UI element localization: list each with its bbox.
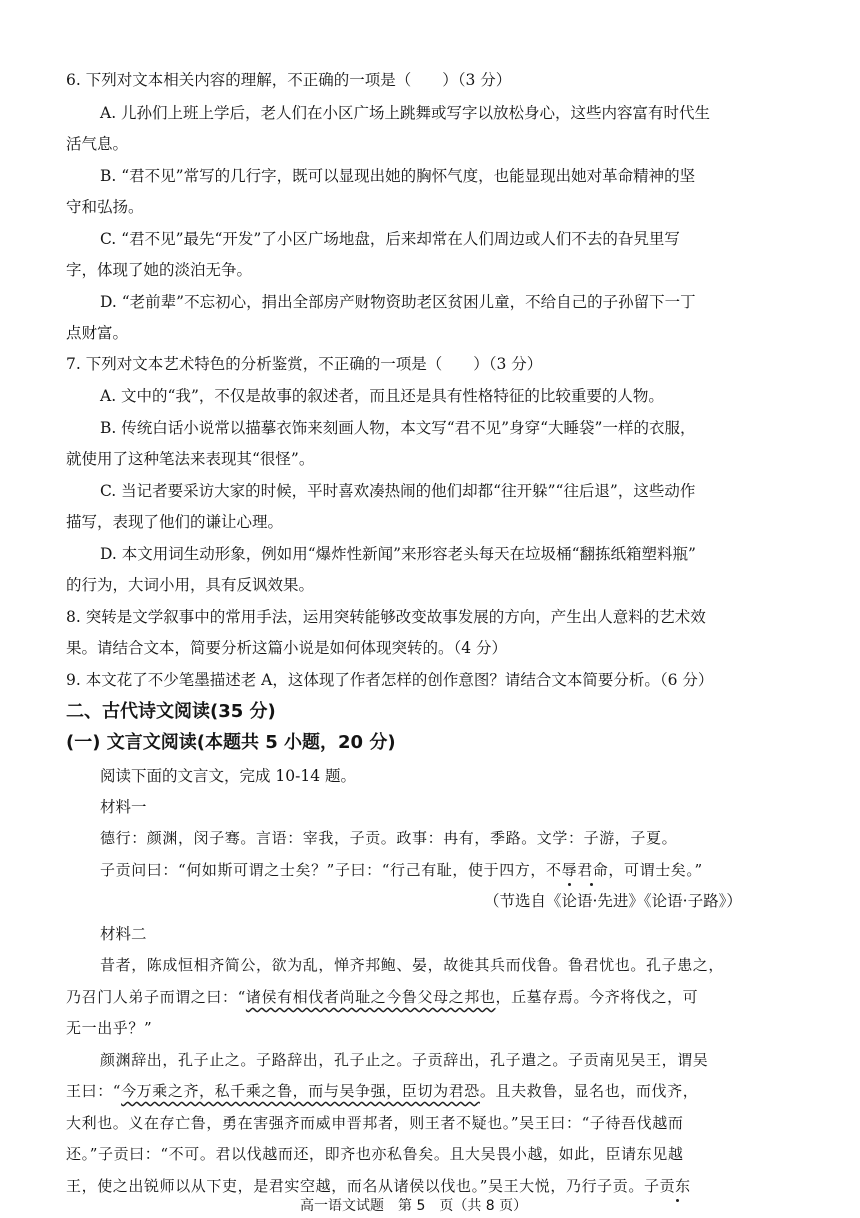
q7-option-b: B. 传统白话小说常以描摹衣饰来刻画人物，本文写“君不见”身穿“大睡袋”一样的衣服， (100, 419, 696, 437)
q6-option-d: D. “老前辈”不忘初心，捐出全部房产财物资助老区贫困儿童，不给自己的子孙留下一丁 (100, 293, 696, 311)
q8-line-1: 8. 突转是文学叙事中的常用手法，运用突转能够改变故事发展的方向，产生出人意料的艺术效 (66, 608, 706, 626)
q6-option-c: C. “君不见”最先“开发”了小区广场地盘，后来却常在人们周边或人们不去的旮旯里写 (100, 230, 680, 248)
material-2-line-8: 王，使之出锐师以从下吏，是君实空越，而名从诸侯以伐也。”吴王大悦，乃行子贡。子贡东 (66, 1177, 691, 1195)
q6-stem: 6. 下列对文本相关内容的理解，不正确的一项是（ ）（3 分） (66, 71, 512, 89)
q6-option-a: A. 儿孙们上班上学后，老人们在小区广场上跳舞或写字以放松身心，这些内容富有时代生 (100, 104, 711, 122)
page-footer: 高一语文试题 第 5 页（共 8 页） (300, 1198, 528, 1214)
q7-option-d: D. 本文用词生动形象，例如用“爆炸性新闻”来形容老头每天在垃圾桶“翻拣纸箱塑料瓶” (100, 545, 696, 563)
q6-option-c-cont: 字，体现了她的淡泊无争。 (66, 261, 253, 279)
material-1-line-2: 子贡问曰：“何如斯可谓之士矣？”子曰：“行己有耻，使于四方，不辱君命，可谓士矣。” (100, 861, 703, 879)
text-segment: ，丘墓存焉。今齐将伐之，可 (495, 988, 699, 1006)
material-2-line-7: 还。”子贡曰：“不可。君以伐越而还，即齐也亦私鲁矣。且大吴畏小越，如此，臣请东见越 (66, 1145, 684, 1163)
material-1-source: （节选自《论语·先进》《论语·子路》） (484, 892, 742, 910)
q7-option-d-cont: 的行为，大词小用，具有反讽效果。 (66, 576, 315, 594)
q7-option-a: A. 文中的“我”，不仅是故事的叙述者，而且还是具有性格特征的比较重要的人物。 (100, 387, 664, 405)
material-2-line-6: 大利也。义在存亡鲁，勇在害强齐而威申晋邦者，则王者不疑也。”吴王曰：“子待吾伐越而 (66, 1114, 684, 1132)
section-title: 二、古代诗文阅读(35 分) (66, 701, 276, 722)
q6-option-b-cont: 守和弘扬。 (66, 198, 144, 216)
material-2-line-5 (66, 1079, 698, 1103)
material-2-label: 材料二 (100, 925, 147, 943)
material-1-label: 材料一 (100, 798, 147, 816)
material-2-line-2 (66, 985, 698, 1009)
wavy-underlined-sentence: 今万乘之齐，私千乘之鲁，而与吴争强，臣切为君恐 (121, 1082, 480, 1100)
material-2-line-1: 昔者，陈成恒相齐简公，欲为乱，惮齐邦鲍、晏，故徙其兵而伐鲁。鲁君忧也。孔子患之， (100, 956, 725, 974)
q7-option-b-cont: 就使用了这种笔法来表现其“很怪”。 (66, 450, 315, 468)
emphasis-dot (568, 883, 571, 886)
text-segment: 乃召门人弟子而谓之曰：“ (66, 988, 246, 1006)
q6-option-a-cont: 活气息。 (66, 135, 129, 153)
material-2-line-4: 颜渊辞出，孔子止之。子路辞出，孔子止之。子贡辞出，孔子遣之。子贡南见吴王，谓吴 (100, 1051, 709, 1069)
text-segment: 。且夫救鲁，显名也，而伐齐， (479, 1082, 699, 1100)
material-2-line-3: 无一出乎？” (66, 1019, 153, 1037)
q6-option-d-cont: 点财富。 (66, 324, 129, 342)
q7-option-c-cont: 描写，表现了他们的谦让心理。 (66, 513, 284, 531)
reading-instruction: 阅读下面的文言文，完成 10-14 题。 (100, 767, 357, 785)
subsection-title: (一) 文言文阅读(本题共 5 小题，20 分) (66, 732, 396, 753)
material-1-line-1: 德行：颜渊，闵子骞。言语：宰我，子贡。政事：冉有，季路。文学：子游，子夏。 (100, 829, 678, 847)
wavy-underlined-sentence: 诸侯有相伐者尚耻之今鲁父母之邦也 (245, 988, 496, 1006)
q9-line-1: 9. 本文花了不少笔墨描述老 A，这体现了作者怎样的创作意图？请结合文本简要分析。（6 分） (66, 671, 714, 689)
q7-stem: 7. 下列对文本艺术特色的分析鉴赏，不正确的一项是（ ）（3 分） (66, 355, 543, 373)
q8-line-2: 果。请结合文本，简要分析这篇小说是如何体现突转的。（4 分） (66, 639, 508, 657)
q7-option-c: C. 当记者要采访大家的时候，平时喜欢凑热闹的他们却都“往开躲”“往后退”，这些动作 (100, 482, 696, 500)
emphasis-dot (676, 1199, 679, 1202)
emphasis-dot (590, 883, 593, 886)
q6-option-b: B. “君不见”常写的几行字，既可以显现出她的胸怀气度，也能显现出她对革命精神的坚 (100, 167, 696, 185)
text-segment: 王曰：“ (66, 1082, 122, 1100)
